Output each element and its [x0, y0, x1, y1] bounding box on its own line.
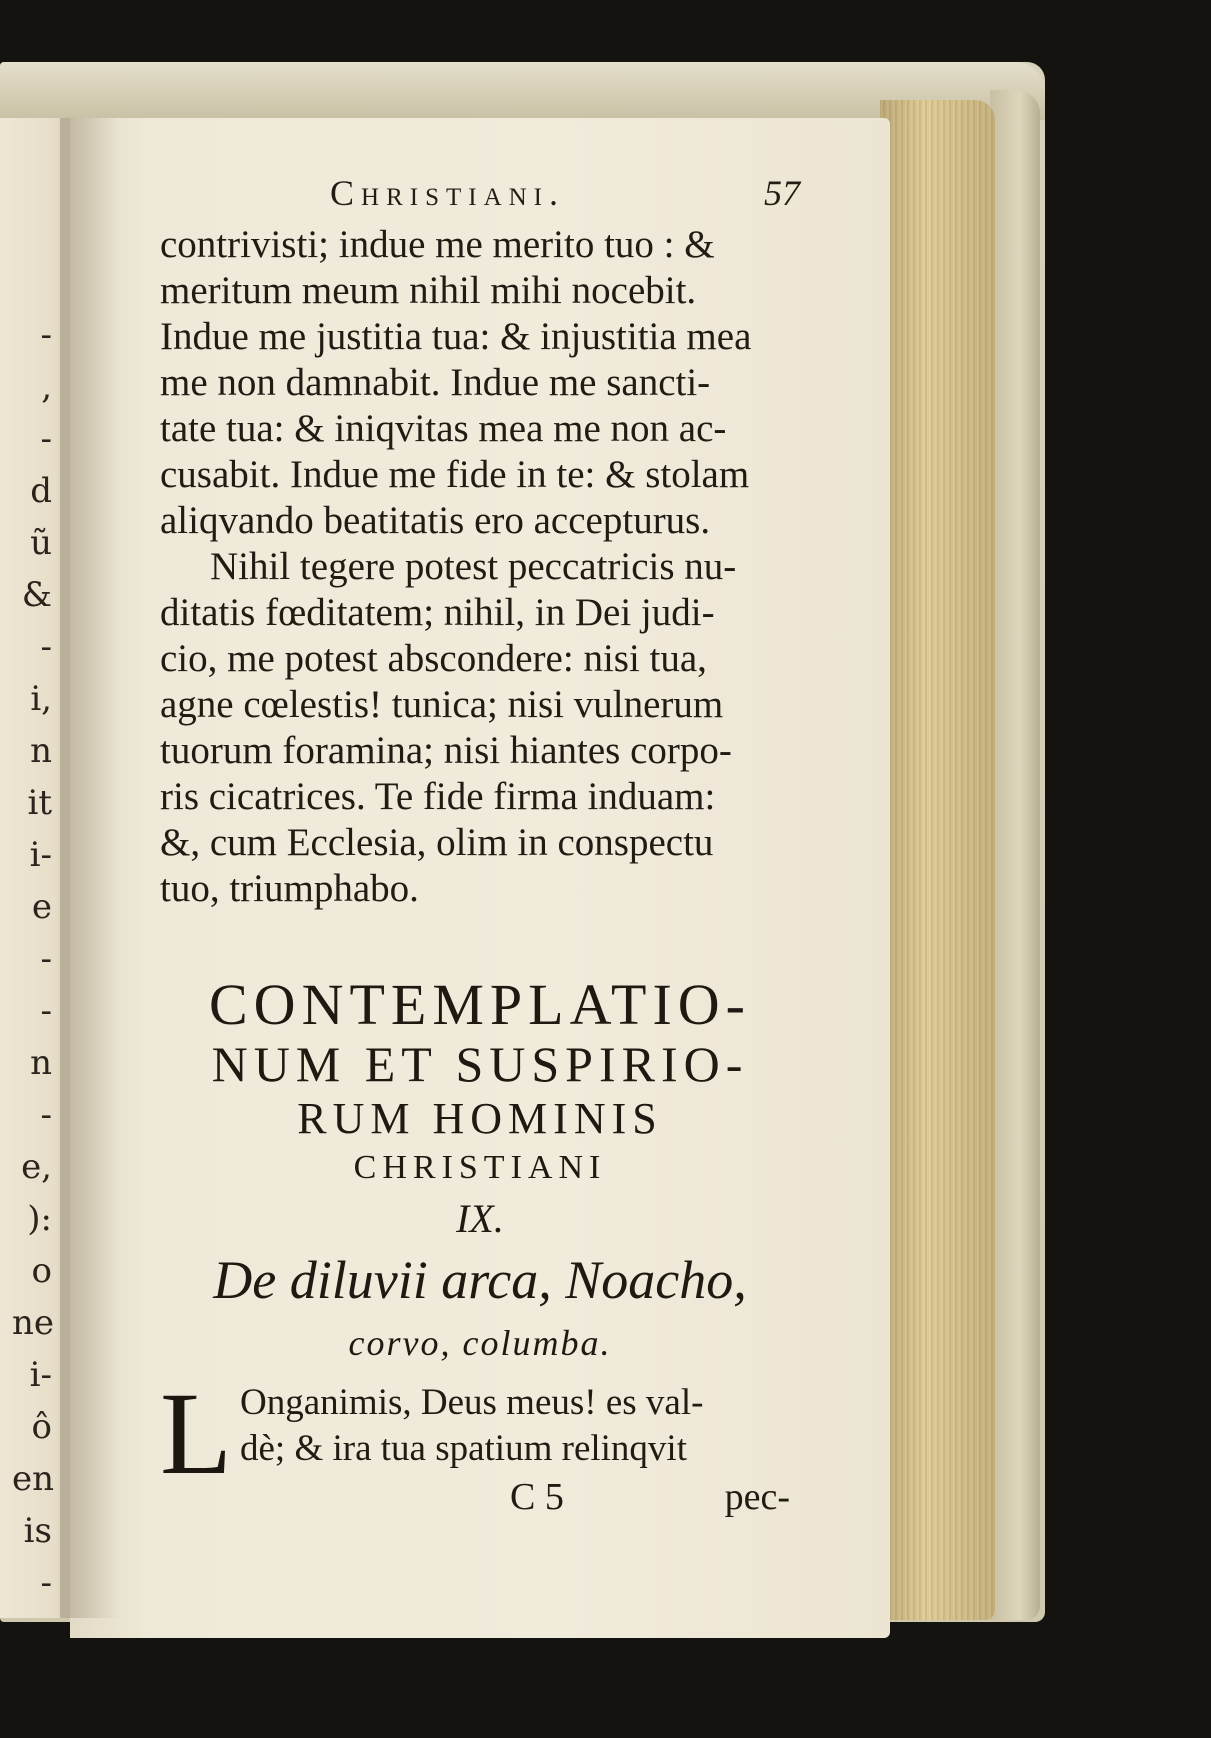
left-page-fragment: n [30, 1043, 52, 1083]
left-page-fragment: d [30, 471, 52, 511]
left-page-fragment: it [27, 783, 52, 823]
text-line: me non damnabit. Indue me sancti- [160, 361, 711, 404]
text-line: contrivisti; indue me merito tuo : & [160, 223, 715, 266]
left-page-fragment: & [21, 575, 52, 615]
left-page-fragment: n [30, 731, 52, 771]
left-page-fragment: i- [29, 1355, 52, 1395]
text-line: dè; & ira tua spatium relinqvit [240, 1428, 687, 1469]
left-page-fragment: e [31, 887, 52, 927]
text-line: tuo, triumphabo. [160, 867, 419, 910]
text-line: aliqvando beatitatis ero accepturus. [160, 499, 711, 542]
left-page-fragment: o [31, 1251, 52, 1291]
text-line: meritum meum nihil mihi nocebit. [160, 269, 697, 312]
text-line: tate tua: & iniqvitas mea me non ac- [160, 407, 727, 450]
left-page-fragment: - [40, 939, 52, 979]
left-page-fragment: - [40, 1563, 52, 1603]
left-page-fragment: - [40, 627, 52, 667]
running-head [330, 172, 800, 220]
left-page-fragment: ne [12, 1303, 55, 1343]
gutter-shadow [60, 118, 120, 1618]
heading-line: CHRISTIANI [353, 1149, 607, 1186]
left-page-fragment: - [40, 1095, 52, 1135]
left-page-fragment: i- [29, 835, 52, 875]
left-page-fragment: , [41, 367, 52, 407]
text-line: cio, me potest abscondere: nisi tua, [160, 637, 707, 680]
subtitle-line: De diluvii arca, Noacho, [213, 1250, 747, 1310]
heading-line: CONTEMPLATIO- [209, 972, 751, 1037]
text-line: ris cicatrices. Te fide firma induam: [160, 775, 716, 818]
left-page-fragment: ũ [30, 523, 52, 563]
text-line: Onganimis, Deus meus! es val- [240, 1382, 704, 1423]
left-page-fragment: - [40, 315, 52, 355]
text-line: &, cum Ecclesia, olim in conspectu [160, 821, 714, 864]
catchword: pec- [724, 1476, 790, 1518]
signature-mark: C 5 [510, 1476, 564, 1518]
page-number: 57 [764, 173, 800, 213]
drop-cap: L [160, 1368, 233, 1499]
running-title: Christiani. [330, 173, 565, 213]
text-line: Indue me justitia tua: & injustitia mea [160, 315, 752, 358]
text-line: cusabit. Indue me fide in te: & stolam [160, 453, 750, 496]
cover-edge [990, 90, 1040, 1620]
left-page-fragment: ): [27, 1199, 52, 1239]
left-page-fragment: is [23, 1511, 52, 1551]
heading-line: NUM ET SUSPIRIO- [211, 1036, 749, 1092]
left-page-fragment: - [40, 991, 52, 1031]
left-page-fragment: e, [21, 1147, 52, 1187]
body-text [160, 222, 800, 912]
text-line: tuorum foramina; nisi hiantes corpo- [160, 729, 732, 772]
section-number: IX. [456, 1196, 504, 1241]
left-page-fragment: i, [30, 679, 52, 719]
left-page-fragment: - [40, 419, 52, 459]
text-line: ditatis fœditatem; nihil, in Dei judi- [160, 591, 715, 634]
left-page-fragments [0, 315, 60, 1618]
text-line: Nihil tegere potest peccatricis nu- [210, 545, 737, 588]
subtitle-line: corvo, columba. [348, 1323, 612, 1363]
left-page-fragment: ô [31, 1407, 52, 1447]
heading-line: RUM HOMINIS [297, 1094, 663, 1143]
left-page-fragment: en [12, 1459, 55, 1499]
section-heading [160, 972, 800, 1373]
page-footer [160, 1475, 800, 1525]
text-line: agne cœlestis! tunica; nisi vulnerum [160, 683, 724, 726]
